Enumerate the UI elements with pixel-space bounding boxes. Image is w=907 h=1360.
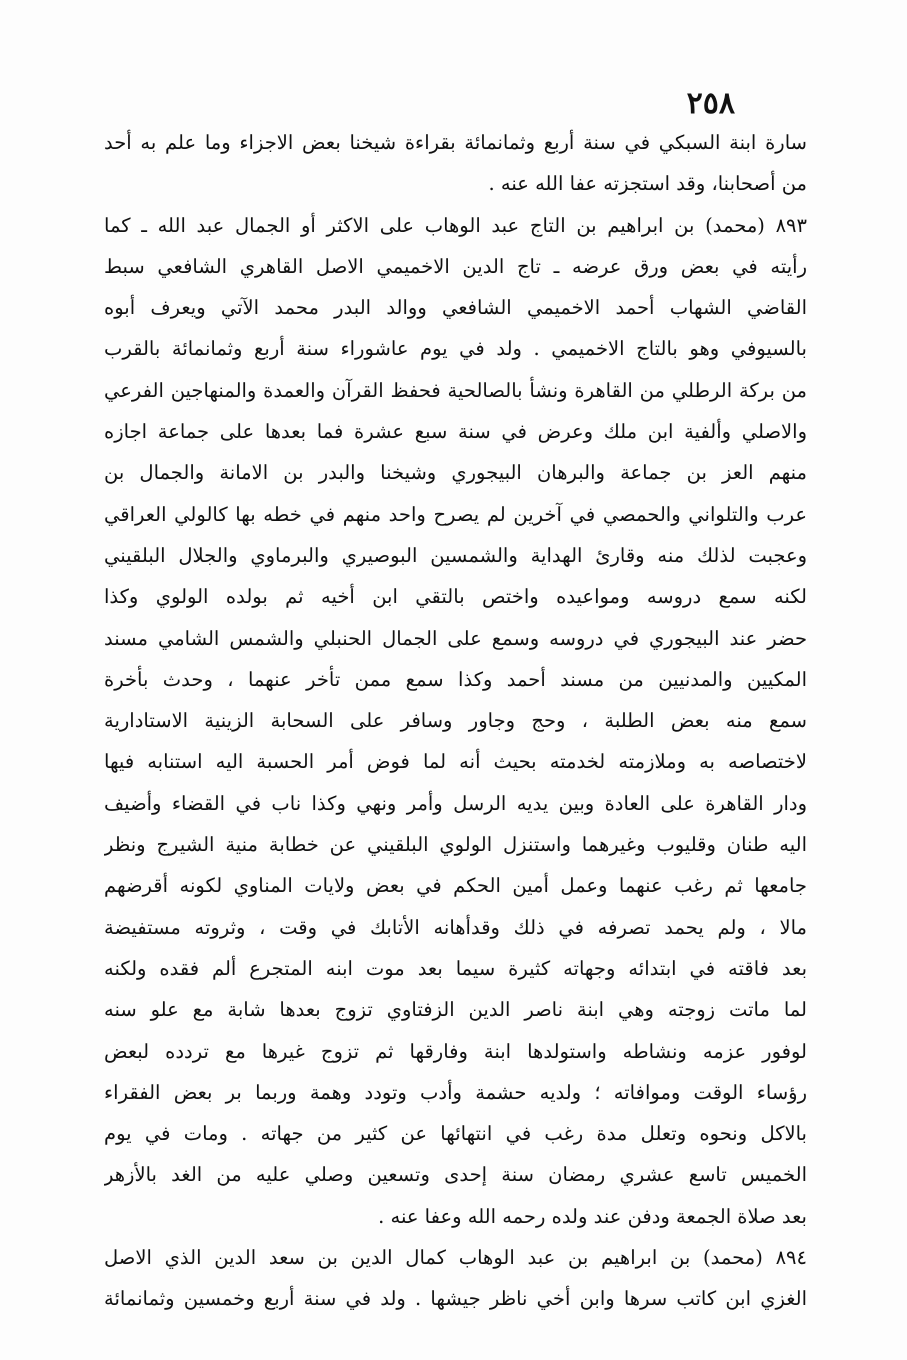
text-line: رأيته في بعض ورق عرضه ـ تاج الدين الاخميمي الاصل القاهري الشافعي سبط [104,254,807,278]
text-line: لوفور عزمه ونشاطه واستولدها ابنة وفارقها ثم تزوج غيرها مع تردده لبعض [104,1039,807,1063]
text-line: المكيين والمدنيين من مسند أحمد وكذا سمع ممن تأخر عنهما ، وحدث بأخرة [104,667,807,691]
text-line: لما ماتت زوجته وهي ابنة ناصر الدين الزفتاوي تزوج بعدها شابة مع علو سنه [104,998,807,1022]
text-line: من أصحابنا، وقد استجزته عفا الله عنه . [488,172,807,196]
page-number: ٢٥٨ [686,86,735,121]
text-line: بالسيوفي وهو بالتاج الاخميمي . ولد في يوم عاشوراء سنة أربع وثمانمائة بالقرب [104,337,807,361]
text-line: ٨٩٣ (محمد) بن ابراهيم بن التاج عبد الوهاب على الاكثر أو الجمال عبد الله ـ كما [104,213,807,237]
text-line: والاصلي وألفية ابن ملك وعرض في سنة سبع عشرة فما بعدها على جماعة اجازه [104,420,807,444]
text-line: رؤساء الوقت وموافاته ؛ ولديه حشمة وأدب وتودد وهمة وربما بر بعض الفقراء [104,1080,807,1104]
text-line: وعجبت لذلك منه وقارئ الهداية والشمسين البوصيري والبرماوي والجلال البلقيني [104,543,807,567]
text-line: ٨٩٤ (محمد) بن ابراهيم بن عبد الوهاب كمال الدين بن سعد الدين الذي الاصل [104,1246,807,1270]
text-line: مالا ، ولم يحمد تصرفه في ذلك وقدأهانه الأتابك في وقت ، وثروته مستفيضة [104,915,807,939]
text-line: اليه طنان وقليوب وغيرهما واستنزل الولوي البلقيني عن خطابة منية الشيرج ونظر [104,833,807,857]
text-line: لكنه سمع دروسه ومواعيده واختص بالتقي ابن أخيه ثم بولده الولوي وكذا [104,585,807,609]
text-line: بالاكل ونحوه وتعلل مدة رغب في انتهائها عن كثير من جهاته . ومات في يوم [104,1122,807,1146]
text-line: القاضي الشهاب أحمد الاخميمي الشافعي ووالد البدر محمد الآتي ويعرف أبوه [104,296,807,320]
text-line: من بركة الرطلي من القاهرة ونشأ بالصالحية فحفظ القرآن والعمدة والمنهاجين الفرعي [104,378,807,402]
text-line: ودار القاهرة على العادة وبين يديه الرسل وأمر ونهي وكذا ناب في القضاء وأضيف [104,791,807,815]
body-text [104,122,807,1320]
text-line: الغزي ابن كاتب سرها وابن أخي ناظر جيشها . ولد في سنة أربع وخمسين وثمانمائة [104,1287,807,1311]
text-line: بعد فاقته في ابتدائه وجهاته كثيرة سيما بعد موت ابنه المتجرع ألم فقده ولكنه [104,956,807,980]
text-line: عرب والتلواني والحمصي في آخرين لم يصرح واحد منهم في خطه بها كالولي العراقي [104,502,807,526]
text-line: لاختصاصه به وملازمته لخدمته بحيث أنه لما فوض أمر الحسبة اليه استنابه فيها [104,750,807,774]
text-line: منهم العز بن جماعة والبرهان البيجوري وشيخنا والبدر بن الامانة والجمال بن [104,461,807,485]
text-line: الخميس تاسع عشري رمضان سنة إحدى وتسعين وصلي عليه من الغد بالأزهر [104,1163,807,1187]
text-line: سارة ابنة السبكي في سنة أربع وثمانمائة بقراءة شيخنا بعض الاجزاء وما علم به أحد [104,131,807,154]
text-line: جامعها ثم رغب عنهما وعمل أمين الحكم في بعض ولايات المناوي لكونه أقرضهم [104,874,807,898]
text-line: سمع منه بعض الطلبة ، وحج وجاور وسافر على السحابة الزينية الاستادارية [104,709,807,733]
text-line: بعد صلاة الجمعة ودفن عند ولده رحمه الله وعفا عنه . [378,1204,807,1228]
text-line: حضر عند البيجوري في دروسه وسمع على الجمال الحنبلي والشمس الشامي مسند [104,626,807,650]
